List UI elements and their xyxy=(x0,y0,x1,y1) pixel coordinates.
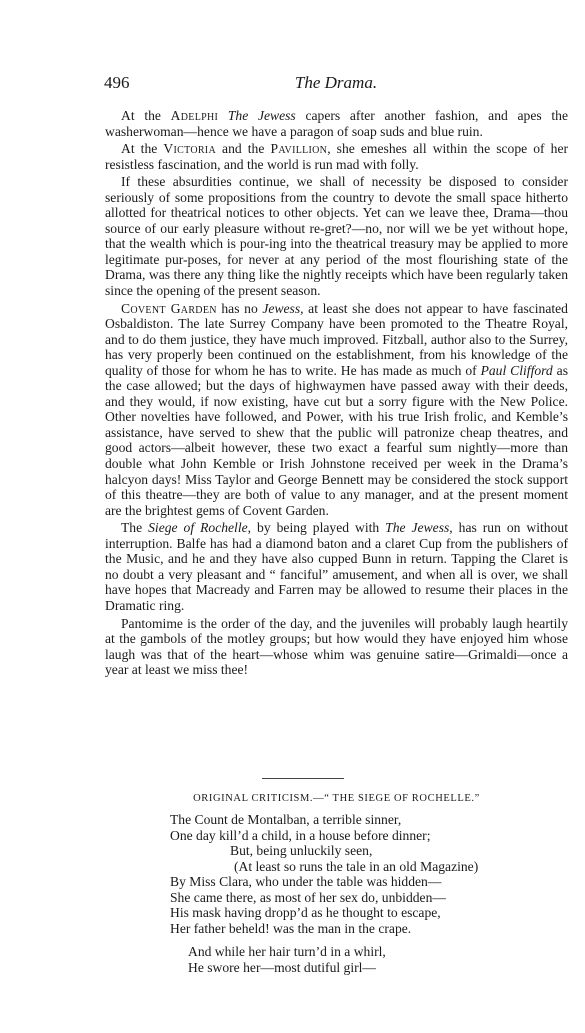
poem-line: One day kill’d a child, in a house before dinner; xyxy=(170,827,431,843)
poem-heading: ORIGINAL CRITICISM.—“ THE SIEGE OF ROCHELLE.” xyxy=(193,793,480,804)
text-run: , she emeshes all within the scope of her resistless fascination, and the world is run mad with folly. xyxy=(105,141,568,172)
paragraph xyxy=(105,520,568,613)
running-title: The Drama. xyxy=(294,73,378,92)
italic-title: Paul Clifford xyxy=(480,362,553,378)
poem-line: But, being unluckily seen, xyxy=(230,843,373,859)
theatre-name: Adelphi xyxy=(170,108,219,123)
paragraph xyxy=(105,174,568,298)
paragraph xyxy=(105,301,568,519)
text-run: The xyxy=(121,520,149,536)
poem-line: And while her hair turn’d in a whirl, xyxy=(188,944,386,960)
poem-line: His mask having dropp’d as he thought to escape, xyxy=(170,905,441,921)
italic-title: The Jewess xyxy=(385,520,450,536)
paragraph xyxy=(105,141,568,172)
text-run: as the case allowed; but the days of highwaymen have passed away with their deeds, and they would, if now existing, have cut but a sorry figure with the New Police. Other novelties have followed, and Power, with his true Irish frolic, and Kemble’s assistance, have served to shew that the public will patronize cheap theatres, and good actors—albeit however, these two exact a fearful sum nightly—more than double what John Kemble or Irish Johnstone received per week in the Drama’s halcyon days! Miss Taylor and George Bennett may be considered the stock support of this theatre—they are both of value to any manager, and at the present moment are the brightest gems of Covent Garden. xyxy=(105,362,568,518)
theatre-name: Victoria xyxy=(163,141,216,157)
text-run: and the xyxy=(215,141,271,157)
italic-title: Siege of Rochelle xyxy=(148,520,248,536)
text-run: , at least she does not appear to have fascinated Osbaldiston. The late Surrey Company have been promoted to the Theatre Royal, and to do them justice, they have much improved. Fitzball, author also to the Surrey, has very properly been continued on the establishment, from his knowledge of the quality of those for whom he has to write. He has made as much of xyxy=(105,300,568,378)
paragraph xyxy=(105,108,568,139)
section-divider xyxy=(262,778,344,779)
text-run: Pantomime is the order of the day, and the juveniles will probably laugh heartily at the gambols of the motley groups; but how would they have enjoyed him whose laugh was that of the heart—whose whim was genuine satire—Grimaldi—once a year at least we miss thee! xyxy=(105,615,568,678)
article-body xyxy=(105,108,568,680)
poem xyxy=(170,812,478,975)
theatre-name: Pavillion xyxy=(270,141,328,157)
poem-line: She came there, as most of her sex do, unbidden— xyxy=(170,889,446,905)
page-header xyxy=(104,73,568,95)
poem-line: (At least so runs the tale in an old Magazine) xyxy=(234,858,479,874)
text-run: , has run on without interruption. Balfe has had a diamond baton and a claret Cup from the publishers of the Music, and he and they have also cupped Bunn in return. Tapping the Claret is no doubt a very pleasant and “ fanciful” amusement, and when all is over, we shall have hopes that Macready and Farren may be allowed to resume their places in the Dramatic ring. xyxy=(105,520,568,613)
text-run: At the xyxy=(121,108,171,123)
text-run: capers after another fashion, and apes the washerwoman—hence we have a paragon of soap suds and blue ruin. xyxy=(105,108,568,139)
poem-line: Her father beheld! was the man in the crape. xyxy=(170,920,412,936)
text-run: At the xyxy=(121,141,164,157)
italic-title: Jewess xyxy=(262,300,301,316)
theatre-name: Covent Garden xyxy=(121,300,217,316)
italic-title: The Jewess xyxy=(227,108,296,123)
page-number: 496 xyxy=(104,73,130,92)
text-run: If these absurdities continue, we shall of necessity be disposed to consider seriously of some propositions from the country to devote the small space hitherto allotted for theatrical notices to other objects. Yet can we leave thee, Drama—thou source of our early pleasure without re-gret?—no, nor will we be yet without hope, that the wealth which is pour-ing into the theatrical treasury may be applied to more legitimate pur-poses, for never at any period of the most flourishing state of the Drama, was there any thing like the nightly receipts which have been regularly taken since the opening of the present season. xyxy=(105,174,568,299)
text-run xyxy=(218,108,228,123)
poem-line: By Miss Clara, who under the table was hidden— xyxy=(170,874,442,890)
paragraph xyxy=(105,616,568,678)
poem-line: He swore her—most dutiful girl— xyxy=(188,959,377,975)
poem-line: The Count de Montalban, a terrible sinner, xyxy=(170,812,402,827)
text-run: has no xyxy=(216,300,263,316)
text-run: , by being played with xyxy=(247,520,386,536)
